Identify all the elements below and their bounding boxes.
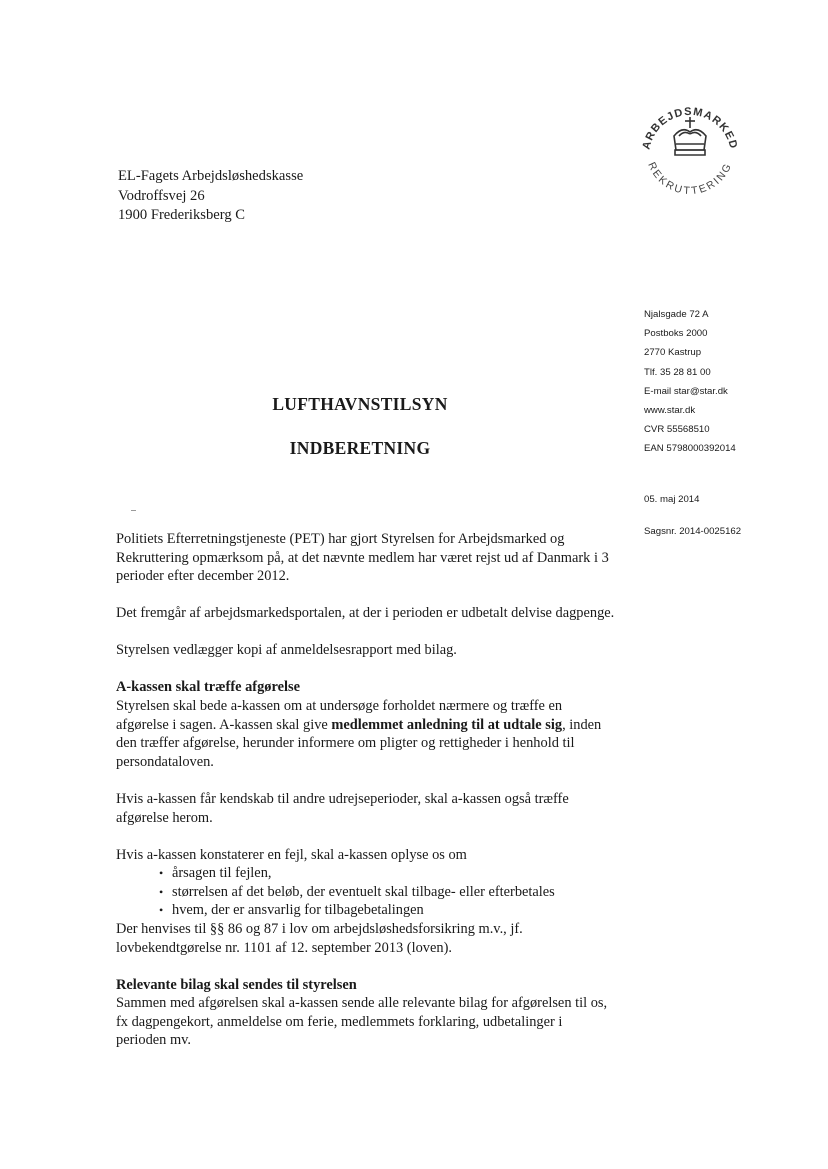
sender-info	[644, 305, 736, 459]
section-heading-attachments: Relevante bilag skal sendes til styrelsen	[116, 976, 357, 993]
error-bullet-list	[116, 864, 616, 920]
crown-icon	[674, 117, 706, 155]
case-number: Sagsnr. 2014-0025162	[644, 526, 742, 537]
list-item: • hvem, der er ansvarlig for tilbagebetalingen	[116, 901, 616, 920]
decision-text-end: , inden den træffer afgørelse, herunder informere om pligter og rettigheder i henhold til persondataloven.	[116, 716, 602, 770]
sender-city: 2770 Kastrup	[644, 347, 702, 359]
document-subtitle: INDBERETNING	[289, 438, 431, 458]
sender-ean: EAN 5798000392014	[644, 443, 736, 455]
letter-body	[116, 530, 616, 1050]
agency-seal-logo	[632, 92, 748, 208]
paragraph-error-intro: Hvis a-kassen konstaterer en fejl, skal a-kassen oplyse os om	[116, 846, 467, 863]
list-item: • årsagen til fejlen,	[116, 864, 616, 883]
sender-email: E-mail star@star.dk	[644, 385, 728, 397]
paragraph-portal: Det fremgår af arbejdsmarkedsportalen, at der i perioden er udbetalt delvise dagpenge.	[116, 605, 615, 622]
paragraph-attachments: Sammen med afgørelsen skal a-kassen sende alle relevante bilag for afgørelsen til os, fx dagpengekort, anmeldelse om ferie, medlemmets forklaring, udbetalinger i perioden mv.	[116, 995, 608, 1049]
recipient-street: Vodroffsvej 26	[118, 187, 205, 204]
decision-text-start: Styrelsen skal bede a-kassen om at undersøge forholdet nærmere og træffe en afgørelse i sagen. A-kassen skal give	[116, 698, 563, 733]
section-heading-decision: A-kassen skal træffe afgørelse	[116, 679, 300, 696]
recipient-address	[118, 167, 303, 226]
decision-text-bold: medlemmet anledning til at udtale sig	[331, 716, 563, 733]
sender-street: Njalsgade 72 A	[644, 309, 709, 320]
paragraph-legal-reference: Der henvises til §§ 86 og 87 i lov om arbejdsløshedsforsikring m.v., jf. lovbekendtgørelse nr. 1101 af 12. september 2013 (loven).	[116, 921, 523, 956]
recipient-name: EL-Fagets Arbejdsløshedskasse	[118, 168, 304, 184]
recipient-city: 1900 Frederiksberg C	[118, 207, 246, 223]
scan-mark	[131, 510, 136, 511]
letter-date: 05. maj 2014	[644, 494, 700, 505]
paragraph-intro: Politiets Efterretningstjeneste (PET) har gjort Styrelsen for Arbejdsmarked og Rekruttering opmærksom på, at det nævnte medlem har været rejst ud af Danmark i 3 perioder efter december 2012.	[116, 531, 609, 585]
document-title: LUFTHAVNSTILSYN	[272, 394, 448, 414]
paragraph-other-periods: Hvis a-kassen får kendskab til andre udrejseperioder, skal a-kassen også træffe afgørelse herom.	[116, 790, 569, 826]
sender-cvr: CVR 55568510	[644, 424, 710, 436]
paragraph-attachment: Styrelsen vedlægger kopi af anmeldelsesrapport med bilag.	[116, 642, 457, 659]
sender-pobox: Postboks 2000	[644, 328, 708, 340]
paragraph-decision	[116, 697, 616, 771]
svg-text:ARBEJDSMARKED: ARBEJDSMARKED	[640, 105, 740, 151]
sender-website: www.star.dk	[644, 405, 696, 417]
svg-text:REKRUTTERING: REKRUTTERING	[645, 160, 735, 198]
sender-phone: Tlf. 35 28 81 00	[644, 366, 711, 378]
list-item: • størrelsen af det beløb, der eventuelt skal tilbage- eller efterbetales	[116, 883, 616, 902]
